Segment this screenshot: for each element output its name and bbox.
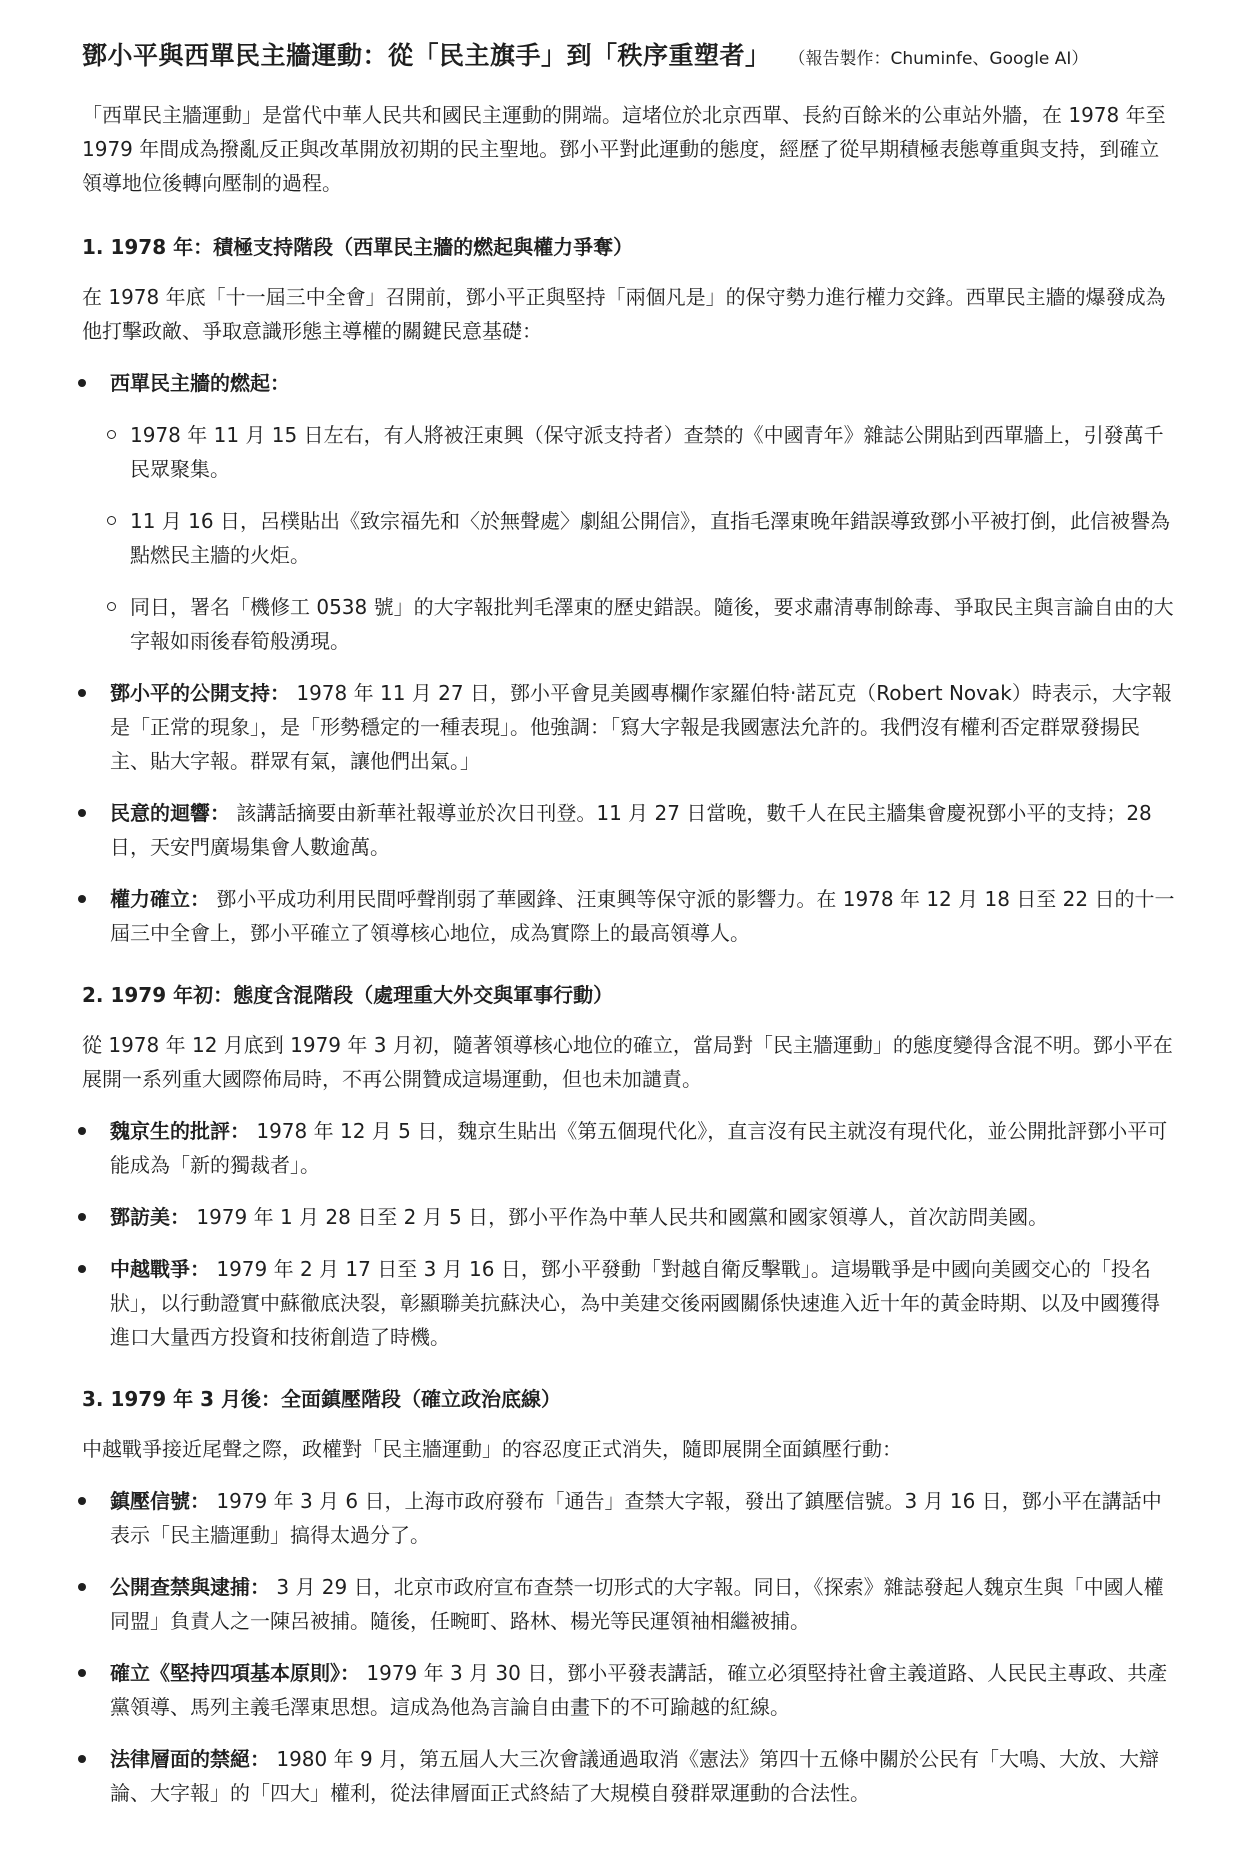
bullet-item [82, 366, 1177, 658]
bullet-item [82, 1742, 1177, 1810]
bullet-text: 1978 年 12 月 5 日，魏京生貼出《第五個現代化》，直言沒有民主就沒有現代化，並公開批評鄧小平可能成為「新的獨裁者」。 [110, 1119, 1168, 1177]
section-3 [82, 1382, 1177, 1810]
bullet-label: 鄧小平的公開支持： [110, 681, 290, 705]
bullet-text: 鄧小平成功利用民間呼聲削弱了華國鋒、汪東興等保守派的影響力。在 1978 年 12 月 18 日至 22 日的十一屆三中全會上，鄧小平確立了領導核心地位，成為實際上的最高領導人。 [110, 887, 1175, 945]
sub-bullet-list [110, 418, 1177, 658]
bullet-label: 公開查禁與逮捕： [110, 1575, 270, 1599]
bullet-label: 中越戰爭： [110, 1257, 210, 1281]
bullet-text: 該講話摘要由新華社報導並於次日刊登。11 月 27 日當晚，數千人在民主牆集會慶祝鄧小平的支持；28 日，天安門廣場集會人數逾萬。 [110, 801, 1152, 859]
report-credit: （報告製作：Chuminfe、Google AI） [788, 49, 1089, 69]
sub-bullet-item: 1978 年 11 月 15 日左右，有人將被汪東興（保守派支持者）查禁的《中國青年》雜誌公開貼到西單牆上，引發萬千民眾聚集。 [110, 418, 1177, 486]
bullet-item [82, 676, 1177, 778]
sections-container [82, 230, 1177, 1810]
sub-bullet-item: 同日，署名「機修工 0538 號」的大字報批判毛澤東的歷史錯誤。隨後，要求肅清專制餘毒、爭取民主與言論自由的大字報如雨後春筍般湧現。 [110, 590, 1177, 658]
bullet-text: 3 月 29 日，北京市政府宣布查禁一切形式的大字報。同日，《探索》雜誌發起人魏京生與「中國人權同盟」負責人之一陳呂被捕。隨後，任畹町、路林、楊光等民運領袖相繼被捕。 [110, 1575, 1164, 1633]
section-lead-paragraph: 中越戰爭接近尾聲之際，政權對「民主牆運動」的容忍度正式消失，隨即展開全面鎮壓行動： [82, 1437, 902, 1461]
bullet-item [82, 1252, 1177, 1354]
bullet-label: 鄧訪美： [110, 1205, 190, 1229]
bullet-text: 1978 年 11 月 27 日，鄧小平會見美國專欄作家羅伯特·諾瓦克（Robert Novak）時表示，大字報是「正常的現象」，是「形勢穩定的一種表現」。他強調：「寫大字報是我國憲法允許的。我們沒有權利否定群眾發揚民主、貼大字報。群眾有氣，讓他們出氣。」 [110, 681, 1172, 773]
section-heading: 1. 1978 年：積極支持階段（西單民主牆的燃起與權力爭奪） [82, 235, 634, 259]
bullet-text: 1979 年 2 月 17 日至 3 月 16 日，鄧小平發動「對越自衛反擊戰」。這場戰爭是中國向美國交心的「投名狀」，以行動證實中蘇徹底決裂，彰顯聯美抗蘇決心，為中美建交後兩國關係快速進入近十年的黃金時期、以及中國獲得進口大量西方投資和技術創造了時機。 [110, 1257, 1160, 1349]
bullet-text: 1980 年 9 月，第五屆人大三次會議通過取消《憲法》第四十五條中關於公民有「大鳴、大放、大辯論、大字報」的「四大」權利，從法律層面正式終結了大規模自發群眾運動的合法性。 [110, 1747, 1160, 1805]
page-title: 鄧小平與西單民主牆運動：從「民主旗手」到「秩序重塑者」 [82, 41, 771, 70]
bullet-item [82, 1570, 1177, 1638]
bullet-list [82, 1114, 1177, 1354]
bullet-list [82, 366, 1177, 950]
section-lead-paragraph: 從 1978 年 12 月底到 1979 年 3 月初，隨著領導核心地位的確立，當局對「民主牆運動」的態度變得含混不明。鄧小平在展開一系列重大國際佈局時，不再公開贊成這場運動，但也未加譴責。 [82, 1033, 1173, 1091]
sub-bullet-item: 11 月 16 日，呂樸貼出《致宗福先和〈於無聲處〉劇組公開信》，直指毛澤東晚年錯誤導致鄧小平被打倒，此信被譽為點燃民主牆的火炬。 [110, 504, 1177, 572]
section-heading: 2. 1979 年初：態度含混階段（處理重大外交與軍事行動） [82, 983, 614, 1007]
title-row [82, 36, 1177, 72]
bullet-label: 鎮壓信號： [110, 1489, 210, 1513]
bullet-label: 權力確立： [110, 887, 210, 911]
bullet-item [82, 1114, 1177, 1182]
bullet-label: 法律層面的禁絕： [110, 1747, 270, 1771]
section-2 [82, 978, 1177, 1354]
bullet-text: 1979 年 3 月 30 日，鄧小平發表講話，確立必須堅持社會主義道路、人民民主專政、共產黨領導、馬列主義毛澤東思想。這成為他為言論自由畫下的不可踰越的紅線。 [110, 1661, 1168, 1719]
bullet-label: 魏京生的批評： [110, 1119, 250, 1143]
bullet-item [82, 796, 1177, 864]
bullet-text: 1979 年 1 月 28 日至 2 月 5 日，鄧小平作為中華人民共和國黨和國家領導人，首次訪問美國。 [196, 1205, 1049, 1229]
bullet-item [82, 1484, 1177, 1552]
bullet-label: 西單民主牆的燃起： [110, 371, 290, 395]
bullet-text: 1979 年 3 月 6 日，上海市政府發布「通告」查禁大字報，發出了鎮壓信號。3 月 16 日，鄧小平在講話中表示「民主牆運動」搞得太過分了。 [110, 1489, 1162, 1547]
section-lead-paragraph: 在 1978 年底「十一屆三中全會」召開前，鄧小平正與堅持「兩個凡是」的保守勢力進行權力交鋒。西單民主牆的爆發成為他打擊政敵、爭取意識形態主導權的關鍵民意基礎： [82, 285, 1166, 343]
bullet-item [82, 882, 1177, 950]
bullet-label: 民意的迴響： [110, 801, 230, 825]
bullet-item [82, 1656, 1177, 1724]
bullet-item [82, 1200, 1177, 1234]
intro-paragraph: 「西單民主牆運動」是當代中華人民共和國民主運動的開端。這堵位於北京西單、長約百餘米的公車站外牆，在 1978 年至 1979 年間成為撥亂反正與改革開放初期的民主聖地。鄧小平對此運動的態度，經歷了從早期積極表態尊重與支持，到確立領導地位後轉向壓制的過程。 [82, 103, 1166, 195]
bullet-label: 確立《堅持四項基本原則》： [110, 1661, 360, 1685]
section-1 [82, 230, 1177, 950]
bullet-list [82, 1484, 1177, 1810]
section-heading: 3. 1979 年 3 月後：全面鎮壓階段（確立政治底線） [82, 1387, 561, 1411]
